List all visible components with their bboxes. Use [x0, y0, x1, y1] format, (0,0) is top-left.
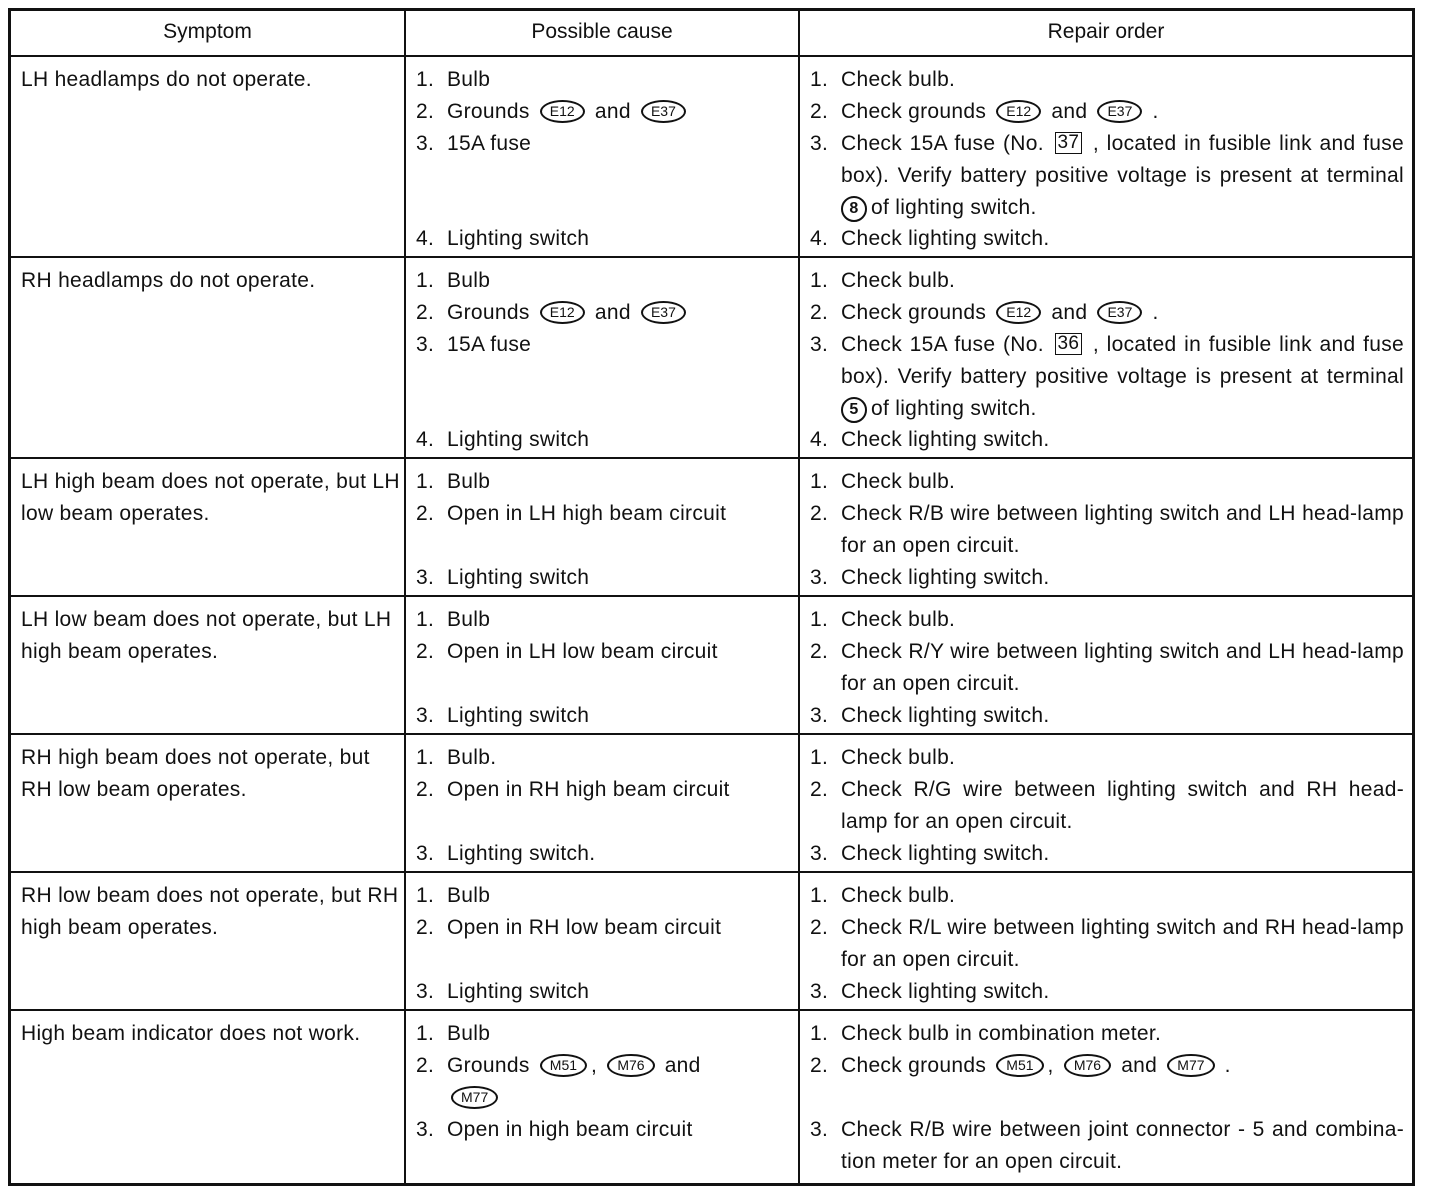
connector-badge: E37 — [1097, 100, 1142, 123]
item-number: 3. — [810, 704, 829, 727]
item-number: 1. — [416, 68, 435, 91]
table-row — [11, 735, 1412, 873]
and-text: and — [1051, 100, 1088, 123]
terminal-number-circle: 5 — [841, 397, 867, 423]
item-text: Check grounds — [841, 1054, 987, 1077]
item-number: 3. — [416, 132, 435, 155]
item-number: 1. — [416, 884, 435, 907]
item-number: 4. — [810, 227, 829, 250]
symptom-text: LH low beam does not operate, but LH high beam operates. — [21, 608, 392, 663]
item-number: 2. — [416, 100, 435, 123]
item-number: 1. — [810, 884, 829, 907]
item-text: Grounds — [447, 100, 530, 123]
item-text: Check R/G wire between lighting switch and RH head-lamp for an open circuit. — [841, 778, 1404, 833]
item-number: 3. — [810, 333, 829, 356]
item-text: Lighting switch — [447, 428, 590, 451]
item-number: 3. — [810, 1118, 829, 1141]
item-text: Bulb — [447, 1022, 491, 1045]
item-number: 3. — [810, 566, 829, 589]
header-repair-order: Repair order — [1047, 20, 1165, 43]
item-text: Lighting switch — [447, 980, 590, 1003]
item-number: 1. — [810, 470, 829, 493]
item-text: 15A fuse — [447, 132, 532, 155]
item-text: Check R/B wire between lighting switch and LH head-lamp for an open circuit. — [841, 502, 1404, 557]
and-text: and — [594, 100, 631, 123]
item-text: Bulb — [447, 269, 491, 292]
period-text: . — [1152, 301, 1159, 324]
item-number: 2. — [810, 502, 829, 525]
item-text: of lighting switch. — [871, 196, 1037, 219]
cause-cell — [406, 258, 800, 457]
item-number: 1. — [416, 608, 435, 631]
cause-cell — [406, 1011, 800, 1183]
symptom-cell — [11, 597, 406, 733]
item-number: 4. — [810, 428, 829, 451]
repair-cell — [800, 873, 1412, 1009]
item-number: 3. — [810, 980, 829, 1003]
item-text: Lighting switch — [447, 704, 590, 727]
repair-cell — [800, 597, 1412, 733]
item-text: Check lighting switch. — [841, 227, 1050, 250]
connector-badge: E12 — [540, 301, 585, 324]
symptom-text: RH high beam does not operate, but RH low beam operates. — [21, 746, 370, 801]
and-text: and — [1051, 301, 1088, 324]
item-text: Grounds — [447, 301, 530, 324]
item-number: 3. — [416, 842, 435, 865]
table-row — [11, 57, 1412, 258]
cause-cell — [406, 459, 800, 595]
item-text: Check bulb. — [841, 884, 956, 907]
connector-badge: M76 — [1064, 1054, 1111, 1077]
item-text: Check bulb. — [841, 746, 956, 769]
item-number: 3. — [416, 566, 435, 589]
item-number: 3. — [810, 842, 829, 865]
comma-text: , — [1047, 1054, 1054, 1077]
connector-badge: M76 — [607, 1054, 654, 1077]
cause-cell — [406, 735, 800, 871]
connector-badge: E37 — [641, 100, 686, 123]
item-number: 3. — [416, 704, 435, 727]
item-number: 2. — [810, 301, 829, 324]
symptom-cell — [11, 873, 406, 1009]
symptom-text: LH headlamps do not operate. — [21, 68, 312, 91]
item-text: Check R/Y wire between lighting switch and LH head-lamp for an open circuit. — [841, 640, 1404, 695]
item-number: 1. — [810, 1022, 829, 1045]
table-row — [11, 873, 1412, 1011]
item-text: Check R/L wire between lighting switch and RH head-lamp for an open circuit. — [841, 916, 1404, 971]
item-number: 2. — [416, 916, 435, 939]
item-number: 1. — [416, 746, 435, 769]
item-text: Check bulb in combination meter. — [841, 1022, 1162, 1045]
header-symptom: Symptom — [11, 11, 406, 55]
symptom-text: LH high beam does not operate, but LH low beam operates. — [21, 470, 400, 525]
item-text: Open in LH high beam circuit — [447, 502, 727, 525]
item-text: Lighting switch — [447, 566, 590, 589]
item-text: Check bulb. — [841, 68, 956, 91]
item-text: Check lighting switch. — [841, 428, 1050, 451]
connector-badge: E37 — [1097, 301, 1142, 324]
item-text: Lighting switch. — [447, 842, 596, 865]
symptom-cell — [11, 258, 406, 457]
table-row — [11, 597, 1412, 735]
item-text: Open in high beam circuit — [447, 1118, 693, 1141]
item-number: 2. — [810, 100, 829, 123]
item-text: Bulb — [447, 608, 491, 631]
item-text: Check bulb. — [841, 269, 956, 292]
item-number: 3. — [416, 980, 435, 1003]
item-text: Bulb — [447, 884, 491, 907]
item-text: Check grounds — [841, 301, 987, 324]
item-text: Bulb. — [447, 746, 497, 769]
item-number: 3. — [416, 1118, 435, 1141]
item-number: 2. — [416, 1054, 435, 1077]
table-header — [11, 11, 1412, 57]
item-number: 2. — [416, 301, 435, 324]
comma-text: , — [591, 1054, 598, 1077]
symptom-cell — [11, 735, 406, 871]
item-number: 2. — [810, 1054, 829, 1077]
cause-cell — [406, 57, 800, 256]
item-number: 3. — [810, 132, 829, 155]
item-text: Bulb — [447, 470, 491, 493]
item-text: Grounds — [447, 1054, 530, 1077]
item-number: 1. — [416, 470, 435, 493]
symptom-text: High beam indicator does not work. — [21, 1022, 361, 1045]
connector-badge: E37 — [641, 301, 686, 324]
item-text: 15A fuse — [447, 333, 532, 356]
and-text: and — [594, 301, 631, 324]
item-text: Check lighting switch. — [841, 842, 1050, 865]
terminal-number-circle: 8 — [841, 196, 867, 222]
item-text: Check lighting switch. — [841, 566, 1050, 589]
table-row — [11, 459, 1412, 597]
header-possible-cause: Possible cause — [406, 11, 800, 55]
and-text: and — [1121, 1054, 1158, 1077]
period-text: . — [1152, 100, 1159, 123]
item-text: Bulb — [447, 68, 491, 91]
item-text: Check bulb. — [841, 470, 956, 493]
item-text: Check bulb. — [841, 608, 956, 631]
item-number: 1. — [810, 68, 829, 91]
period-text: . — [1224, 1054, 1231, 1077]
fuse-number-box: 36 — [1055, 333, 1083, 355]
item-number: 1. — [810, 608, 829, 631]
repair-cell — [800, 735, 1412, 871]
item-number: 1. — [810, 269, 829, 292]
connector-badge: E12 — [996, 100, 1041, 123]
fuse-number-box: 37 — [1055, 132, 1083, 154]
connector-badge: M77 — [1167, 1054, 1214, 1077]
table-row — [11, 1011, 1412, 1183]
repair-cell — [800, 459, 1412, 595]
item-number: 2. — [810, 640, 829, 663]
item-number: 3. — [416, 333, 435, 356]
symptom-cell — [11, 57, 406, 256]
repair-cell — [800, 258, 1412, 457]
item-number: 4. — [416, 428, 435, 451]
item-number: 4. — [416, 227, 435, 250]
item-number: 1. — [416, 1022, 435, 1045]
repair-cell — [800, 57, 1412, 256]
item-number: 2. — [810, 916, 829, 939]
item-number: 2. — [810, 778, 829, 801]
item-text: Check 15A fuse (No. — [841, 333, 1044, 356]
cause-cell — [406, 873, 800, 1009]
connector-badge: M77 — [451, 1086, 498, 1109]
item-text: of lighting switch. — [871, 397, 1037, 420]
item-text: Check grounds — [841, 100, 987, 123]
item-text: Check R/B wire between joint connector - 5 and combina-tion meter for an open circuit. — [841, 1118, 1404, 1173]
troubleshooting-table — [8, 8, 1415, 1186]
cause-cell — [406, 597, 800, 733]
connector-badge: E12 — [540, 100, 585, 123]
item-text: Check lighting switch. — [841, 704, 1050, 727]
symptom-cell — [11, 1011, 406, 1183]
connector-badge: E12 — [996, 301, 1041, 324]
symptom-text: RH low beam does not operate, but RH high beam operates. — [21, 884, 399, 939]
item-text: Lighting switch — [447, 227, 590, 250]
item-text: , located in fusible link and fuse box). Verify battery positive voltage is present at terminal — [841, 333, 1405, 388]
item-text: Check 15A fuse (No. — [841, 132, 1044, 155]
symptom-text: RH headlamps do not operate. — [21, 269, 316, 292]
item-text: Open in RH low beam circuit — [447, 916, 722, 939]
item-text: Open in RH high beam circuit — [447, 778, 730, 801]
repair-cell — [800, 1011, 1412, 1183]
item-number: 1. — [416, 269, 435, 292]
item-number: 2. — [416, 502, 435, 525]
item-text: Open in LH low beam circuit — [447, 640, 718, 663]
and-text: and — [664, 1054, 701, 1077]
item-number: 2. — [416, 778, 435, 801]
item-text: Check lighting switch. — [841, 980, 1050, 1003]
table-row — [11, 258, 1412, 459]
item-number: 2. — [416, 640, 435, 663]
item-text: , located in fusible link and fuse box). Verify battery positive voltage is present at terminal — [841, 132, 1405, 187]
connector-badge: M51 — [996, 1054, 1043, 1077]
connector-badge: M51 — [540, 1054, 587, 1077]
symptom-cell — [11, 459, 406, 595]
item-number: 1. — [810, 746, 829, 769]
